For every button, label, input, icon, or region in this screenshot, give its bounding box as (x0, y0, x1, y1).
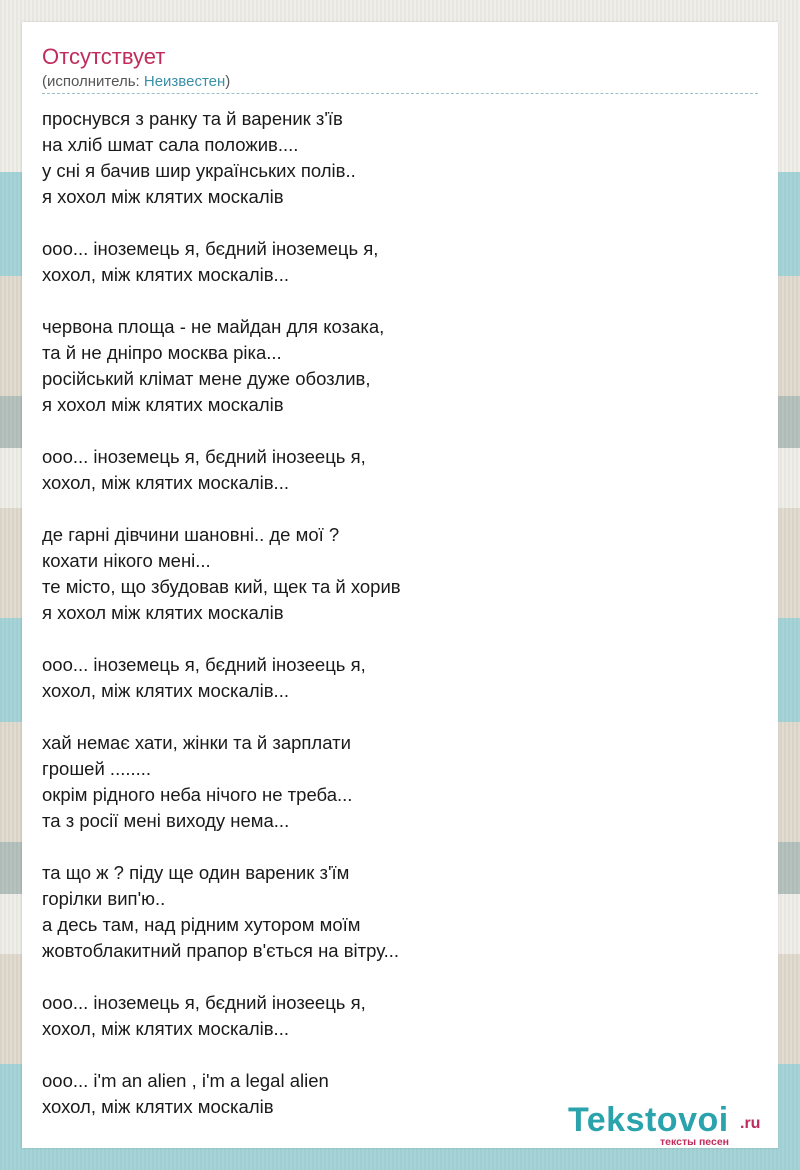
lyric-line: те місто, що збудовав кий, щек та й хорив (42, 576, 401, 597)
logo-wordmark: Tekstovoi (568, 1101, 729, 1139)
lyrics-stanza (42, 106, 742, 210)
artist-suffix: ) (225, 73, 231, 90)
artist-link[interactable]: Неизвестен (143, 73, 226, 90)
lyric-line: ооо... іноземець я, бєдний інозеець я, (42, 446, 366, 467)
lyric-line: проснувся з ранку та й вареник з'їв (42, 108, 343, 129)
lyric-line: грошей ........ (42, 758, 152, 779)
lyric-line: хохол, між клятих москалів... (42, 472, 289, 493)
lyric-line: я хохол між клятих москалів (42, 186, 284, 207)
lyrics-stanza (42, 990, 742, 1042)
lyric-line: хохол, між клятих москалів... (42, 680, 289, 701)
lyric-line: хай немає хати, жінки та й зарплати (42, 732, 351, 753)
lyric-line: та з росії мені виходу нема... (42, 810, 290, 831)
lyrics-stanza (42, 444, 742, 496)
lyric-line: на хліб шмат сала положив.... (42, 134, 299, 155)
lyric-line: хохол, між клятих москалів... (42, 1018, 289, 1039)
lyric-line: хохол, між клятих москалів... (42, 264, 289, 285)
logo-tld: .ru (740, 1115, 761, 1132)
lyric-line: хохол, між клятих москалів (42, 1096, 274, 1117)
lyric-line: а десь там, над рідним хутором моїм (42, 914, 361, 935)
divider (42, 93, 758, 94)
lyric-line: та що ж ? піду ще один вареник з'їм (42, 862, 350, 883)
site-logo[interactable] (568, 1100, 778, 1150)
artist-line (42, 73, 230, 91)
lyric-line: кохати нікого мені... (42, 550, 211, 571)
lyric-line: червона площа - не майдан для козака, (42, 316, 385, 337)
lyric-line: ооо... іноземець я, бєдний іноземець я, (42, 238, 379, 259)
lyric-line: я хохол між клятих москалів (42, 394, 284, 415)
lyric-line: де гарні дівчини шановні.. де мої ? (42, 524, 340, 545)
lyric-line: горілки вип'ю.. (42, 888, 166, 909)
lyrics-stanza (42, 236, 742, 288)
lyrics-stanza (42, 652, 742, 704)
lyric-line: окрім рідного неба нічого не треба... (42, 784, 353, 805)
lyric-line: та й не дніпро москва ріка... (42, 342, 282, 363)
lyrics-stanza (42, 730, 742, 834)
lyrics-body (42, 106, 742, 1146)
lyric-line: жовтоблакитний прапор в'ється на вітру... (42, 940, 400, 961)
artist-prefix: (исполнитель: (42, 73, 144, 90)
lyric-line: у сні я бачив шир українських полів.. (42, 160, 356, 181)
lyric-line: російський клімат мене дуже обозлив, (42, 368, 371, 389)
lyrics-stanza (42, 860, 742, 964)
lyric-line: ооо... іноземець я, бєдний інозеець я, (42, 992, 366, 1013)
lyrics-stanza (42, 522, 742, 626)
lyric-line: я хохол між клятих москалів (42, 602, 284, 623)
lyric-line: ооо... i'm an alien , i'm a legal alien (42, 1070, 329, 1091)
lyrics-stanza (42, 314, 742, 418)
lyric-line: ооо... іноземець я, бєдний інозеець я, (42, 654, 366, 675)
song-title: Отсутствует (42, 44, 166, 69)
logo-tagline: тексты песен (660, 1136, 730, 1148)
lyrics-card (22, 22, 778, 1148)
